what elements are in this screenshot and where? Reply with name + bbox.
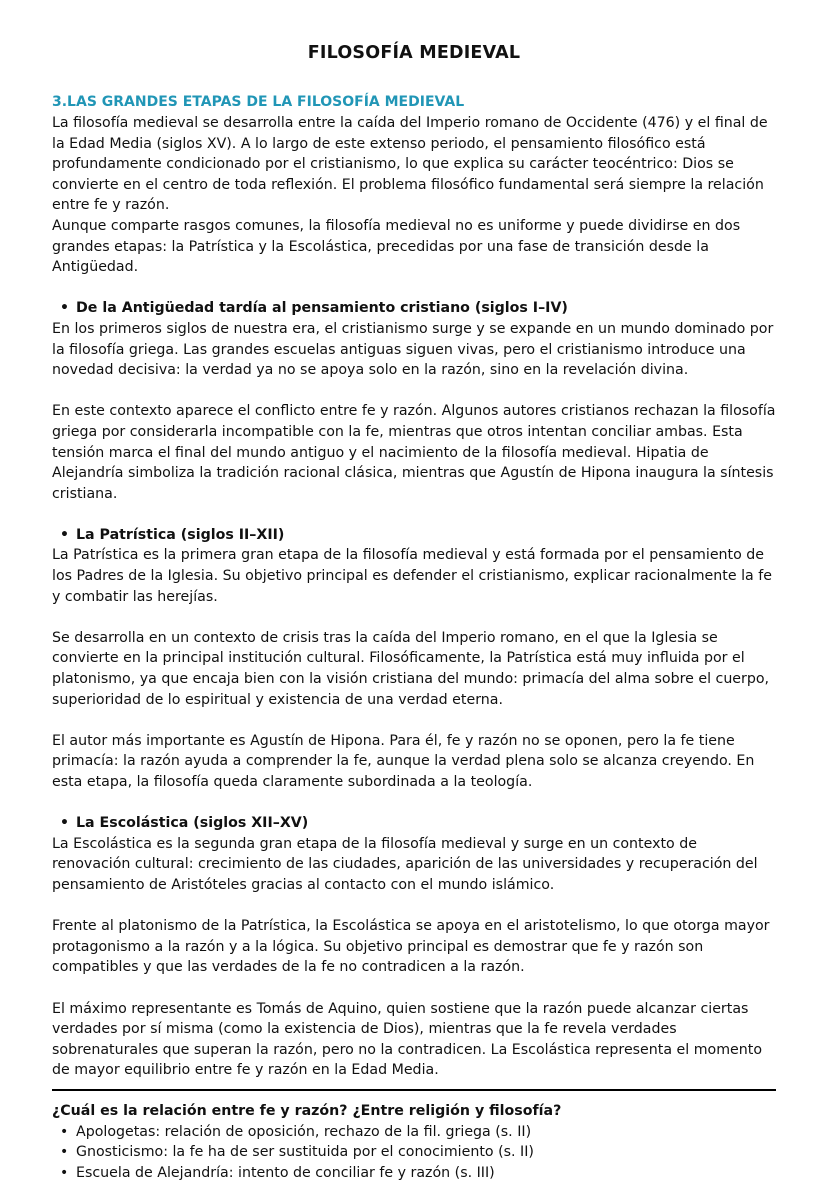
patristica-paragraph-1: La Patrística es la primera gran etapa de la filosofía medieval y está formada por el pensamiento de los Padres de la Iglesia. Su objetivo principal es defender el cristianismo, explicar racionalmente la fe y combatir las herejías. (52, 545, 776, 607)
antiguedad-heading-text: De la Antigüedad tardía al pensamiento cristiano (siglos I–IV) (76, 298, 568, 319)
summary-question: ¿Cuál es la relación entre fe y razón? ¿Entre religión y filosofía? (52, 1101, 776, 1122)
list-item (60, 1163, 776, 1183)
section-escolastica (52, 813, 776, 1081)
section-antiguedad (52, 298, 776, 504)
list-item (60, 1122, 776, 1143)
escolastica-heading-text: La Escolástica (siglos XII–XV) (76, 813, 308, 834)
document-title: FILOSOFÍA MEDIEVAL (52, 40, 776, 66)
section-intro (52, 92, 776, 278)
bullet-icon: • (60, 1163, 76, 1183)
escolastica-paragraph-2: Frente al platonismo de la Patrística, la Escolástica se apoya en el aristotelismo, lo que otorga mayor protagonismo a la razón y a la lógica. Su objetivo principal es demostrar que fe y razón son compatibles y que las verdades de la fe no contradicen a la razón. (52, 916, 776, 978)
patristica-heading-text: La Patrística (siglos II–XII) (76, 525, 284, 546)
spacer (52, 607, 776, 628)
list-item-text: Escuela de Alejandría: intento de conciliar fe y razón (s. III) (76, 1163, 495, 1183)
intro-paragraph-1: La filosofía medieval se desarrolla entre la caída del Imperio romano de Occidente (476) y el final de la Edad Media (siglos XV). A lo largo de este extenso periodo, el pensamiento filosófico está profundamente condicionado por el cristianismo, lo que explica su carácter teocéntrico: Dios se convierte en el centro de toda reflexión. El problema filosófico fundamental será siempre la relación entre fe y razón. (52, 113, 776, 216)
spacer (52, 793, 776, 814)
bullet-icon: • (60, 525, 76, 546)
section-heading: 3.LAS GRANDES ETAPAS DE LA FILOSOFÍA MEDIEVAL (52, 92, 776, 113)
patristica-heading (52, 525, 776, 546)
spacer (52, 381, 776, 402)
antiguedad-paragraph-1: En los primeros siglos de nuestra era, el cristianismo surge y se expande en un mundo dominado por la filosofía griega. Las grandes escuelas antiguas siguen vivas, pero el cristianismo introduce una novedad decisiva: la verdad ya no se apoya solo en la razón, sino en la revelación divina. (52, 319, 776, 381)
escolastica-paragraph-3: El máximo representante es Tomás de Aquino, quien sostiene que la razón puede alcanzar ciertas verdades por sí misma (como la existencia de Dios), mientras que la fe revela verdades sobrenaturales que superan la razón, pero no la contradicen. La Escolástica representa el momento de mayor equilibrio entre fe y razón en la Edad Media. (52, 999, 776, 1081)
antiguedad-paragraph-2: En este contexto aparece el conflicto entre fe y razón. Algunos autores cristianos rechazan la filosofía griega por considerarla incompatible con la fe, mientras que otros intentan conciliar ambas. Esta tensión marca el final del mundo antiguo y el nacimiento de la filosofía medieval. Hipatia de Alejandría simboliza la tradición racional clásica, mientras que Agustín de Hipona inaugura la síntesis cristiana. (52, 401, 776, 504)
escolastica-heading (52, 813, 776, 834)
list-item-text: Gnosticismo: la fe ha de ser sustituida por el conocimiento (s. II) (76, 1142, 534, 1163)
horizontal-divider (52, 1089, 776, 1091)
section-patristica (52, 525, 776, 793)
spacer (52, 978, 776, 999)
list-item (60, 1142, 776, 1163)
bullet-icon: • (60, 813, 76, 834)
bullet-icon: • (60, 1122, 76, 1143)
antiguedad-heading (52, 298, 776, 319)
summary-list (52, 1122, 776, 1183)
patristica-paragraph-2: Se desarrolla en un contexto de crisis tras la caída del Imperio romano, en el que la Iglesia se convierte en la principal institución cultural. Filosóficamente, la Patrística está muy influida por el platonismo, ya que encaja bien con la visión cristiana del mundo: primacía del alma sobre el cuerpo, superioridad de lo espiritual y existencia de una verdad eterna. (52, 628, 776, 710)
list-item-text: Apologetas: relación de oposición, rechazo de la fil. griega (s. II) (76, 1122, 531, 1143)
bullet-icon: • (60, 1142, 76, 1163)
bullet-icon: • (60, 298, 76, 319)
intro-paragraph-2: Aunque comparte rasgos comunes, la filosofía medieval no es uniforme y puede dividirse en dos grandes etapas: la Patrística y la Escolástica, precedidas por una fase de transición desde la Antigüedad. (52, 216, 776, 278)
spacer (52, 504, 776, 525)
spacer (52, 278, 776, 299)
escolastica-paragraph-1: La Escolástica es la segunda gran etapa de la filosofía medieval y surge en un contexto de renovación cultural: crecimiento de las ciudades, aparición de las universidades y recuperación del pensamiento de Aristóteles gracias al contacto con el mundo islámico. (52, 834, 776, 896)
spacer (52, 896, 776, 917)
patristica-paragraph-3: El autor más importante es Agustín de Hipona. Para él, fe y razón no se oponen, pero la fe tiene primacía: la razón ayuda a comprender la fe, aunque la verdad plena solo se alcanza creyendo. En esta etapa, la filosofía queda claramente subordinada a la teología. (52, 731, 776, 793)
spacer (52, 710, 776, 731)
